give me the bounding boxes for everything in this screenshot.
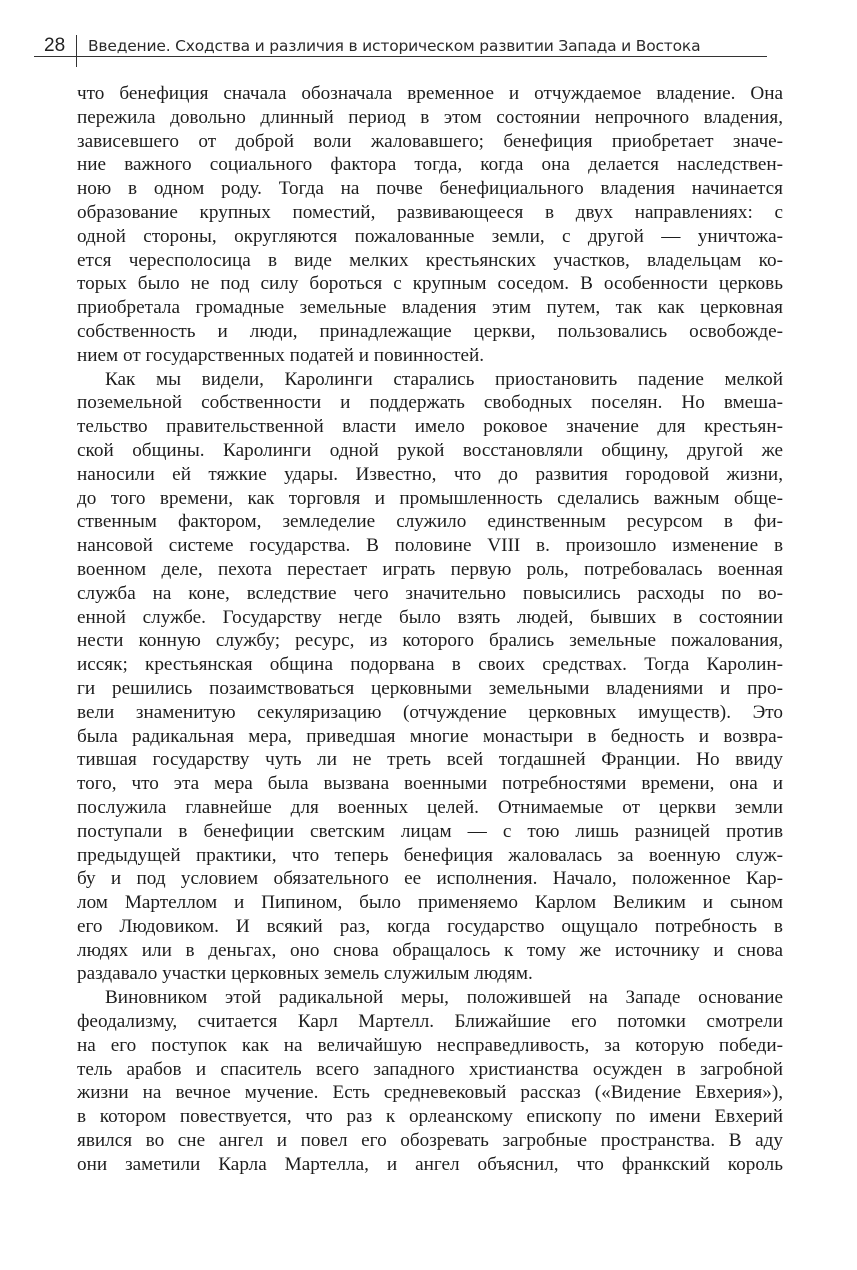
text-line: на его поступок как на величайшую несправедливость, за которую победи- — [77, 1034, 783, 1056]
running-title: Введение. Сходства и различия в историческом развитии Запада и Востока — [88, 37, 701, 55]
text-line: лом Мартеллом и Пипином, было применяемо Карлом Великим и сыном — [77, 892, 783, 914]
text-line: бу и под условием обязательного ее исполнения. Начало, положенное Кар- — [77, 868, 783, 890]
text-line: тившая государству чуть ли не треть всей тогдашней Франции. Но ввиду — [77, 749, 783, 771]
text-line: военном деле, пехота перестает играть первую роль, потребовалась военная — [77, 558, 783, 580]
running-head — [0, 31, 857, 65]
text-line: поступали в бенефиции светским лицам — с тою лишь разницей против — [77, 820, 783, 842]
text-line: они заметили Карла Мартелла, и ангел объяснил, что франкский король — [77, 1153, 783, 1175]
text-line: поземельной собственности и поддержать свободных поселян. Но вмеша- — [77, 392, 783, 414]
text-line: образование крупных поместий, развивающееся в двух направлениях: с — [77, 201, 783, 223]
text-line: что бенефиция сначала обозначала временное и отчуждаемое владение. Она — [77, 83, 783, 104]
text-line: ственным фактором, земледелие служило единственным ресурсом в фи- — [77, 511, 783, 533]
text-line: торых было не под силу бороться с крупным соседом. В особенности церковь — [77, 273, 783, 295]
paragraph — [77, 986, 783, 1176]
text-line: ние важного социального фактора тогда, когда она делается наследствен- — [77, 154, 783, 176]
page-number: 28 — [44, 35, 66, 56]
text-line: служба на коне, вследствие чего значительно повысились расходы по во- — [77, 582, 783, 604]
text-line: предыдущей практики, что теперь бенефиция жаловалась за военную служ- — [77, 844, 783, 866]
text-line: нансовой системе государства. В половине VIII в. произошло изменение в — [77, 535, 783, 557]
text-line: ги решились позаимствоваться церковными земельными владениями и про- — [77, 677, 783, 699]
header-vertical-rule — [76, 35, 77, 67]
text-line: послужила главнейше для военных целей. Отнимаемые от церкви земли — [77, 796, 783, 818]
text-line: приобретала громадные земельные владения этим путем, так как церковная — [77, 297, 783, 319]
text-line: наносили ей тяжкие удары. Известно, что до развития городовой жизни, — [77, 463, 783, 485]
paragraph — [77, 82, 783, 368]
body-text — [77, 82, 783, 1177]
text-line: пережила довольно длинный период в этом состоянии непрочного владения, — [77, 106, 783, 128]
text-line: явился во сне ангел и повел его обозревать загробные пространства. В аду — [77, 1130, 783, 1152]
text-line: была радикальная мера, приведшая многие монастыри в бедность и возвра- — [77, 725, 783, 747]
text-line: того, что эта мера была вызвана военными потребностями времени, она и — [77, 773, 783, 795]
text-line: Как мы видели, Каролинги старались приостановить падение мелкой — [105, 368, 783, 390]
text-line: собственность и люди, принадлежащие церкви, пользовались освобожде- — [77, 320, 783, 342]
text-line: одной стороны, округляются пожалованные земли, с другой — уничтожа- — [77, 225, 783, 247]
text-line: тельство правительственной власти имело роковое значение для крестьян- — [77, 416, 783, 438]
text-line: людях или в деньгах, оно снова обращалось к тому же источнику и снова — [77, 939, 783, 961]
text-line: в котором повествуется, что раз к орлеанскому епископу по имени Евхерий — [77, 1106, 783, 1128]
text-line: ской общины. Каролинги одной рукой восстановляли общину, другой же — [77, 439, 783, 461]
text-line: феодализму, считается Карл Мартелл. Ближайшие его потомки смотрели — [77, 1011, 783, 1033]
text-line: нести конную службу; ресурс, из которого брались земельные пожалования, — [77, 630, 783, 652]
text-line: до того времени, как торговля и промышленность сделались важным обще- — [77, 487, 783, 509]
text-line: Виновником этой радикальной меры, положившей на Западе основание — [105, 987, 783, 1009]
text-line: нием от государственных податей и повинностей. — [77, 344, 485, 366]
text-line: вели знаменитую секуляризацию (отчуждение церковных имуществ). Это — [77, 701, 783, 723]
text-line: жизни на вечное мучение. Есть средневековый рассказ («Видение Евхерия»), — [77, 1082, 783, 1104]
text-line: ется чересполосица в виде мелких крестьянских участков, владельцам ко- — [77, 249, 783, 271]
text-line: раздавало участки церковных земель служилым людям. — [77, 963, 533, 985]
text-line: ною в одном роду. Тогда на почве бенефициального владения начинается — [77, 178, 783, 200]
text-line: иссяк; крестьянская община подорвана в своих средствах. Тогда Каролин- — [77, 654, 783, 676]
paragraph — [77, 368, 783, 987]
text-line: его Людовиком. И всякий раз, когда государство ощущало потребность в — [77, 915, 783, 937]
text-line: тель арабов и спаситель всего западного христианства осужден в загробной — [77, 1058, 783, 1080]
text-line: зависевшего от доброй воли жаловавшего; бенефиция приобретает значе- — [77, 130, 783, 152]
header-horizontal-rule — [34, 56, 767, 57]
text-line: енной службе. Государству негде было взять людей, бывших в состоянии — [77, 606, 783, 628]
